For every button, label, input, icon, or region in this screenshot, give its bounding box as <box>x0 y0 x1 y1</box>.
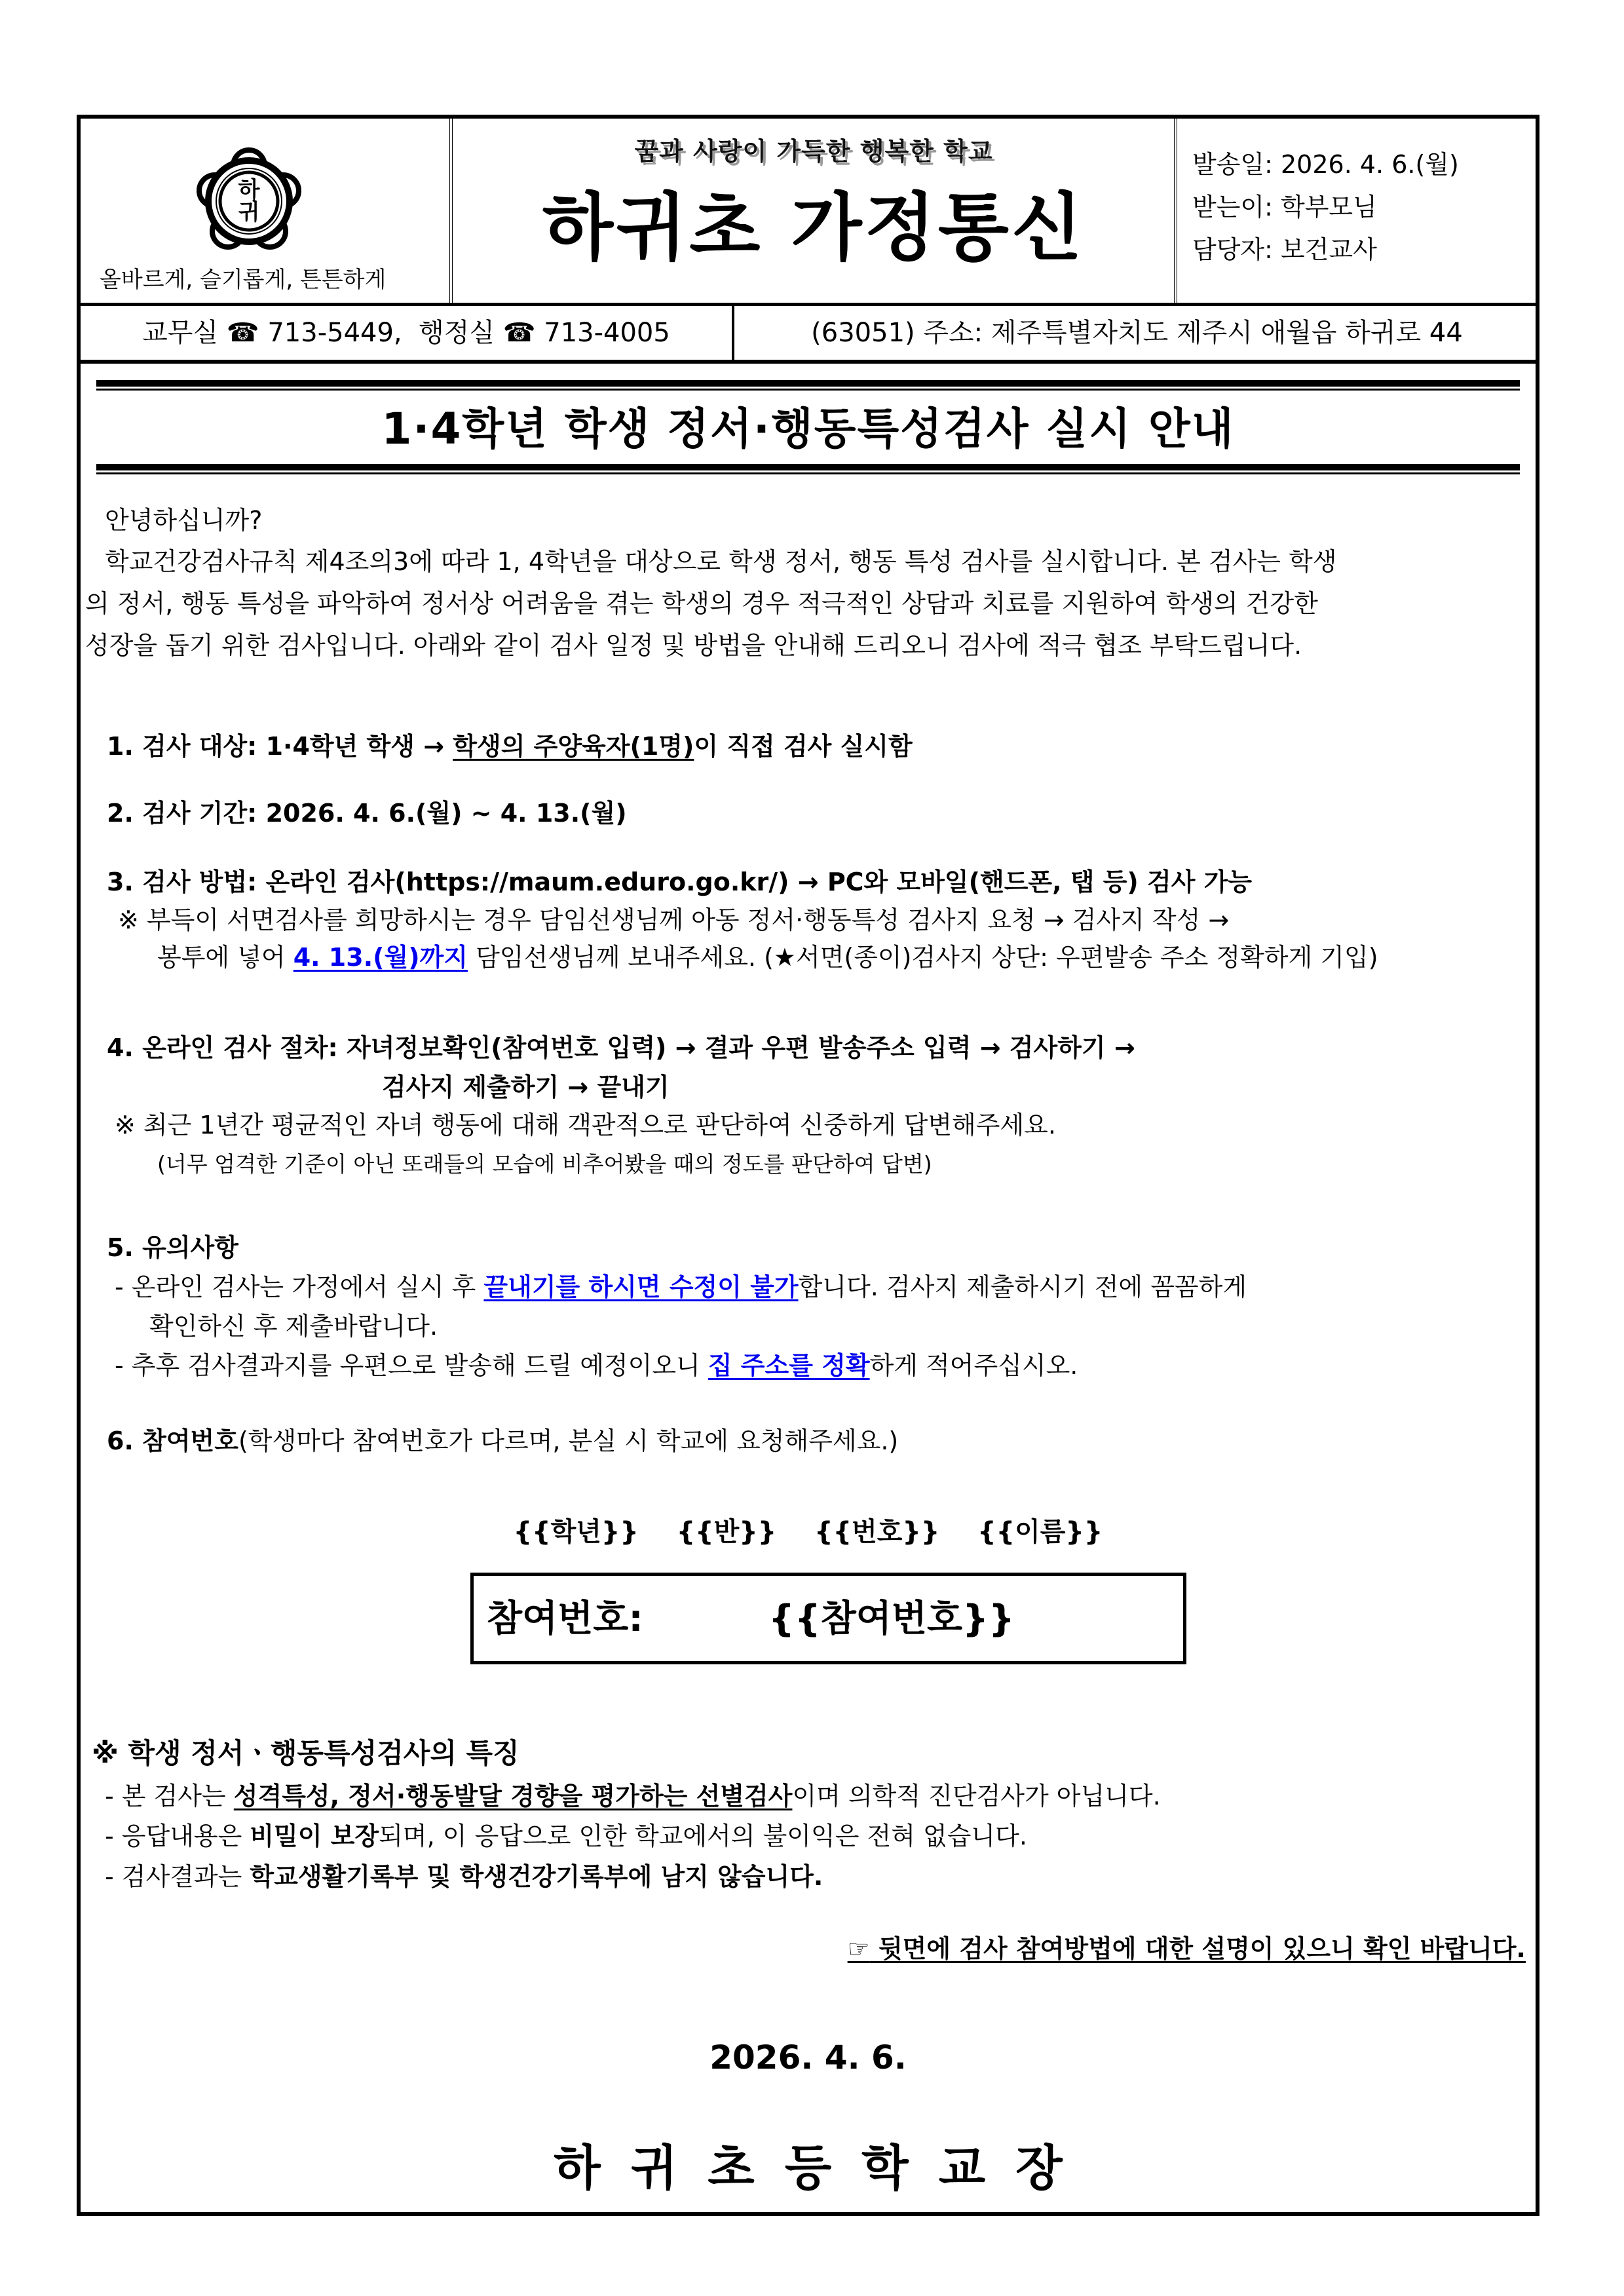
features-bullet-1 <box>105 1784 1161 1808</box>
header-col-divider-2 <box>1174 119 1177 303</box>
features-b1-emphasis: 성격특성, 정서·행동발달 경향을 평가하는 선별검사 <box>233 1782 793 1810</box>
bullet-2-emphasis: 집 주소를 정확 <box>708 1351 870 1380</box>
document-title: 1·4학년 학생 정서·행동특성검사 실시 안내 <box>381 404 1235 454</box>
intro-line-3: 성장을 돕기 위한 검사입니다. 아래와 같이 검사 일정 및 방법을 안내해 드리오니 검사에 적극 협조 부탁드립니다. <box>85 631 1302 660</box>
principal-signature: 하귀초등학교장 <box>554 2140 1093 2196</box>
bullet-1-prefix: - 온라인 검사는 가정에서 실시 후 <box>115 1272 484 1301</box>
features-b3-prefix: - 검사결과는 <box>105 1862 250 1891</box>
school-address: (63051) 주소: 제주특별자치도 제주시 애월읍 하귀로 44 <box>811 318 1463 348</box>
section-5-bullet-1 <box>115 1274 1247 1299</box>
features-heading: ※ 학생 정서ㆍ행동특성검사의 특징 <box>92 1737 519 1769</box>
intro-line-1: 학교건강검사규칙 제4조의3에 따라 1, 4학년을 대상으로 학생 정서, 행동 특성 검사를 실시합니다. 본 검사는 학생 <box>105 547 1337 576</box>
features-b2-emphasis: 비밀이 보장 <box>250 1822 379 1850</box>
header-col-divider-1 <box>449 119 453 303</box>
section-1-target <box>107 734 913 759</box>
header-divider-row1 <box>77 303 1539 306</box>
pointing-hand-icon: ☞ <box>847 1934 870 1963</box>
section-6-note: (학생마다 참여번호가 다르며, 분실 시 학교에 요청해주세요.) <box>238 1426 899 1455</box>
number-placeholder: {{번호}} <box>814 1517 940 1547</box>
grade-placeholder: {{학년}} <box>513 1517 639 1547</box>
section-5-bullet-2 <box>115 1353 1078 1378</box>
target-suffix: 이 직접 검사 실시함 <box>694 732 913 761</box>
back-page-note-text: 뒷면에 검사 참여방법에 대한 설명이 있으니 확인 바랍니다. <box>878 1934 1526 1963</box>
greeting: 안녕하십니까? <box>105 506 263 535</box>
header-divider-row2 <box>77 360 1539 364</box>
bullet-1-suffix: 합니다. 검사지 제출하시기 전에 꼼꼼하게 <box>798 1272 1247 1301</box>
title-rule-bottom <box>96 464 1520 474</box>
features-b2-suffix: 되며, 이 응답으로 인한 학교에서의 불이익은 전혀 없습니다. <box>379 1822 1027 1850</box>
issue-date: 2026. 4. 6. <box>709 2038 907 2076</box>
recipient: 받는이: 학부모님 <box>1192 193 1377 221</box>
bullet-2-suffix: 하게 적어주십시오. <box>869 1351 1078 1380</box>
section-4-note-2: (너무 엄격한 기준이 아닌 또래들의 모습에 비추어봤을 때의 정도를 판단하여 답변) <box>157 1151 932 1177</box>
title-rule-top <box>96 380 1520 391</box>
school-emblem-icon <box>190 141 308 259</box>
phone-numbers: 교무실 ☎ 713-5449, 행정실 ☎ 713-4005 <box>142 318 670 348</box>
target-underlined: 학생의 주양육자(1명) <box>453 732 694 761</box>
features-b2-prefix: - 응답내용은 <box>105 1822 250 1850</box>
section-6 <box>107 1428 898 1453</box>
section-5-heading: 5. 유의사항 <box>107 1233 238 1262</box>
intro-line-2: 의 정서, 행동 특성을 파악하여 정서상 어려움을 겪는 학생의 경우 적극적인 상담과 치료를 지원하여 학생의 건강한 <box>85 589 1318 618</box>
section-2-period: 2. 검사 기간: 2026. 4. 6.(월) ~ 4. 13.(월) <box>107 799 627 828</box>
note-2-suffix: 담임선생님께 보내주세요. (★서면(종이)검사지 상단: 우편발송 주소 정확하게 기입) <box>467 943 1378 972</box>
school-motto: 올바르게, 슬기롭게, 튼튼하게 <box>100 267 387 293</box>
target-prefix: 1. 검사 대상: 1·4학년 학생 → <box>107 732 453 761</box>
class-placeholder: {{반}} <box>676 1517 777 1547</box>
section-4-note-1: ※ 최근 1년간 평균적인 자녀 행동에 대해 객관적으로 판단하여 신중하게 답변해주세요. <box>115 1111 1056 1139</box>
participant-number-label: 참여번호: <box>487 1598 643 1640</box>
student-info-row <box>77 1519 1539 1545</box>
participant-number-box <box>470 1573 1186 1664</box>
note-2-prefix: 봉투에 넣어 <box>157 943 293 972</box>
features-b3-emphasis: 학교생활기록부 및 학생건강기록부에 남지 않습니다. <box>250 1862 823 1891</box>
name-placeholder: {{이름}} <box>977 1517 1103 1547</box>
emblem-glyph: 하귀 <box>238 177 260 225</box>
section-4-procedure-2: 검사지 제출하기 → 끝내기 <box>382 1073 670 1101</box>
features-bullet-3 <box>105 1864 823 1889</box>
section-6-heading: 6. 참여번호 <box>107 1426 238 1455</box>
bullet-1-emphasis: 끝내기를 하시면 수정이 불가 <box>483 1272 799 1301</box>
features-b1-suffix: 이며 의학적 진단검사가 아닙니다. <box>792 1782 1161 1810</box>
participant-number-value: {{참여번호}} <box>768 1598 1015 1640</box>
sent-date: 발송일: 2026. 4. 6.(월) <box>1192 150 1459 179</box>
deadline-link[interactable]: 4. 13.(월)까지 <box>293 943 468 972</box>
section-4-procedure-1: 4. 온라인 검사 절차: 자녀정보확인(참여번호 입력) → 결과 우편 발송주소 입력 → 검사하기 → <box>107 1033 1135 1062</box>
contact-person: 담당자: 보건교사 <box>1192 235 1377 264</box>
features-b1-prefix: - 본 검사는 <box>105 1782 234 1810</box>
section-3-method: 3. 검사 방법: 온라인 검사(https://maum.eduro.go.kr/) → PC와 모바일(핸드폰, 탭 등) 검사 가능 <box>107 868 1253 896</box>
newsletter-title: 하귀초 가정통신 <box>542 185 1086 271</box>
section-5-bullet-1-cont: 확인하신 후 제출바랍니다. <box>149 1312 438 1341</box>
section-3-note-2 <box>157 945 1378 970</box>
features-bullet-2 <box>105 1824 1027 1848</box>
back-page-note <box>848 1936 1526 1961</box>
section-3-note-1: ※ 부득이 서면검사를 희망하시는 경우 담임선생님께 아동 정서·행동특성 검사지 요청 → 검사지 작성 → <box>118 906 1230 934</box>
bullet-2-prefix: - 추후 검사결과지를 우편으로 발송해 드릴 예정이오니 <box>115 1351 708 1380</box>
school-slogan: 꿈과 사랑이 가득한 행복한 학교 <box>634 137 993 166</box>
